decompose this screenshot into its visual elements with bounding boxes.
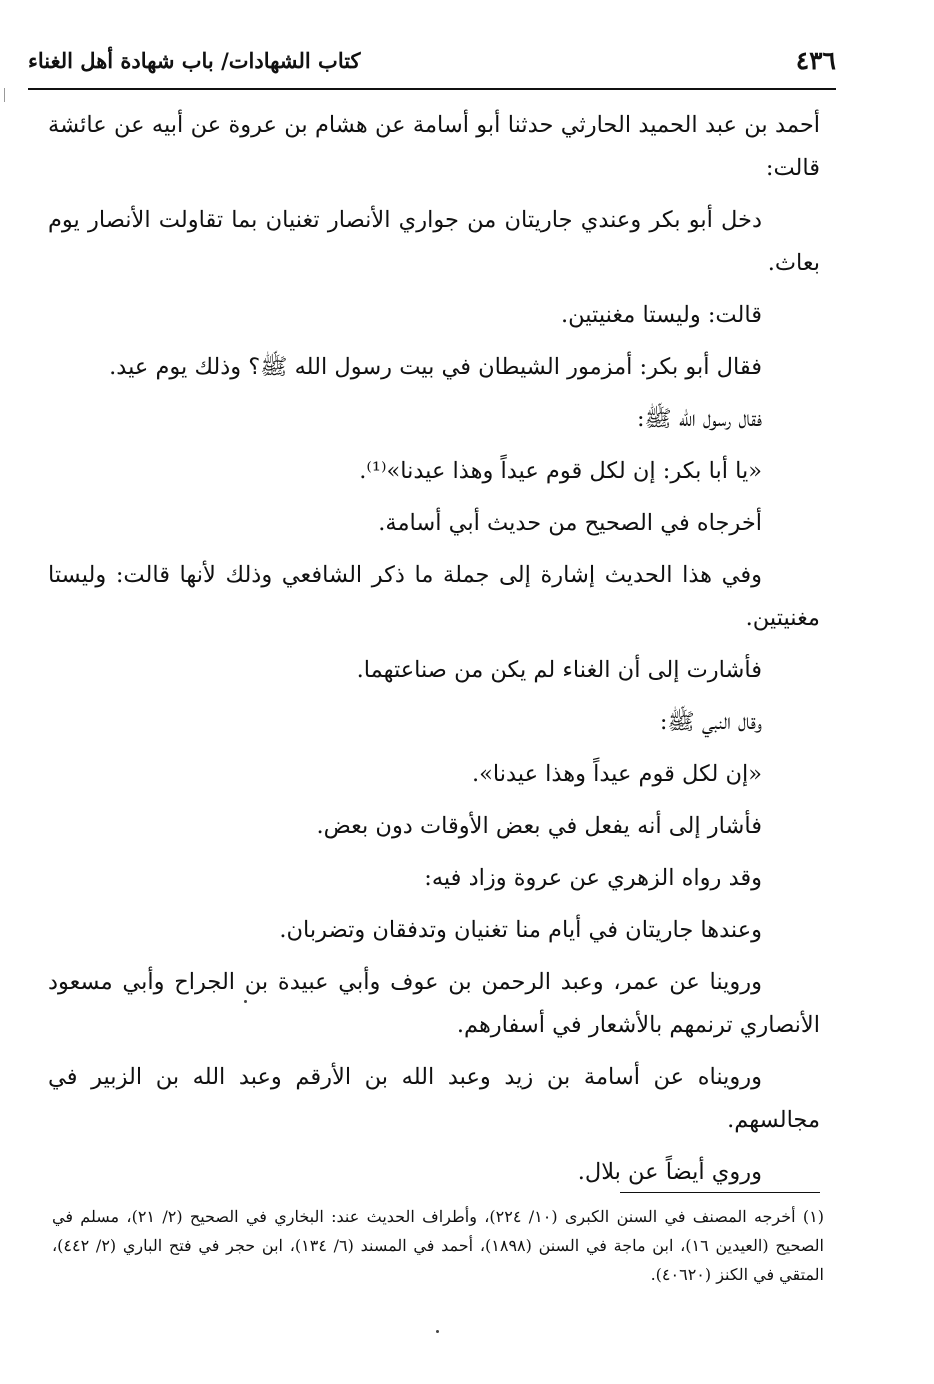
paragraph: وقد رواه الزهري عن عروة وزاد فيه: — [424, 865, 762, 891]
scan-edge-mark — [4, 88, 5, 102]
paragraph: وعندها جاريتان في أيام منا تغنيان وتدفقان وتضربان. — [279, 917, 762, 943]
hadith-quote: «يا أبا بكر: إن لكل قوم عيداً وهذا عيدنا»⁽¹⁾. — [359, 458, 762, 484]
running-title: كتاب الشهادات/ باب شهادة أهل الغناء — [28, 47, 361, 73]
header-rule — [28, 88, 836, 90]
footnote-separator — [620, 1192, 820, 1193]
paragraph: فأشارت إلى أن الغناء لم يكن من صناعتهما. — [356, 657, 762, 683]
footnotes — [52, 1202, 824, 1289]
paragraph: أخرجاه في الصحيح من حديث أبي أسامة. — [378, 510, 762, 536]
hadith-quote: «إن لكل قوم عيداً وهذا عيدنا». — [471, 761, 762, 787]
page-header — [28, 38, 836, 82]
page-number: ٤٣٦ — [795, 45, 836, 75]
paragraph: أحمد بن عبد الحميد الحارثي حدثنا أبو أسامة عن هشام بن عروة عن أبيه عن عائشة قالت: — [48, 112, 820, 181]
footnote-1: (١) أخرجه المصنف في السنن الكبرى (١٠/ ٢٢٤)، وأطراف الحديث عند: البخاري في الصحيح (٢/ ٢١)، مسلم في الصحيح (العيدين ١٦)، ابن ماجة في السنن (١٨٩٨)، أحمد في المسند (٦/ ١٣٤)، ابن حجر في فتح الباري (٢/ ٤٤٢)، المتقي في الكنز (٤٠٦٢٠). — [52, 1207, 825, 1284]
paragraph: وروي أيضاً عن بلال. — [577, 1159, 762, 1185]
paragraph: فقال رسول الله ﷺ: — [636, 406, 762, 432]
paragraph: وقال النبي ﷺ: — [659, 709, 762, 735]
paragraph: فقال أبو بكر: أمزمور الشيطان في بيت رسول الله ﷺ؟ وذلك يوم عيد. — [109, 354, 762, 380]
paragraph: وروينا عن عمر، وعبد الرحمن بن عوف وأبي عبيدة بن الجراح وأبي مسعود الأنصاري ترنمهم بالأشعار في أسفارهم. — [48, 969, 820, 1038]
paragraph: ورويناه عن أسامة بن زيد وعبد الله بن الأرقم وعبد الله بن الزبير في مجالسهم. — [48, 1064, 820, 1133]
scan-speck — [436, 1330, 439, 1333]
scan-speck — [244, 1000, 247, 1003]
paragraph: فأشار إلى أنه يفعل في بعض الأوقات دون بعض. — [316, 813, 762, 839]
paragraph: وفي هذا الحديث إشارة إلى جملة ما ذكر الشافعي وذلك لأنها قالت: وليستا مغنيتين. — [48, 562, 820, 631]
paragraph: دخل أبو بكر وعندي جاريتان من جواري الأنصار تغنيان بما تقاولت الأنصار يوم بعاث. — [48, 207, 820, 276]
main-text — [48, 104, 820, 1203]
paragraph: قالت: وليستا مغنيتين. — [560, 302, 762, 328]
